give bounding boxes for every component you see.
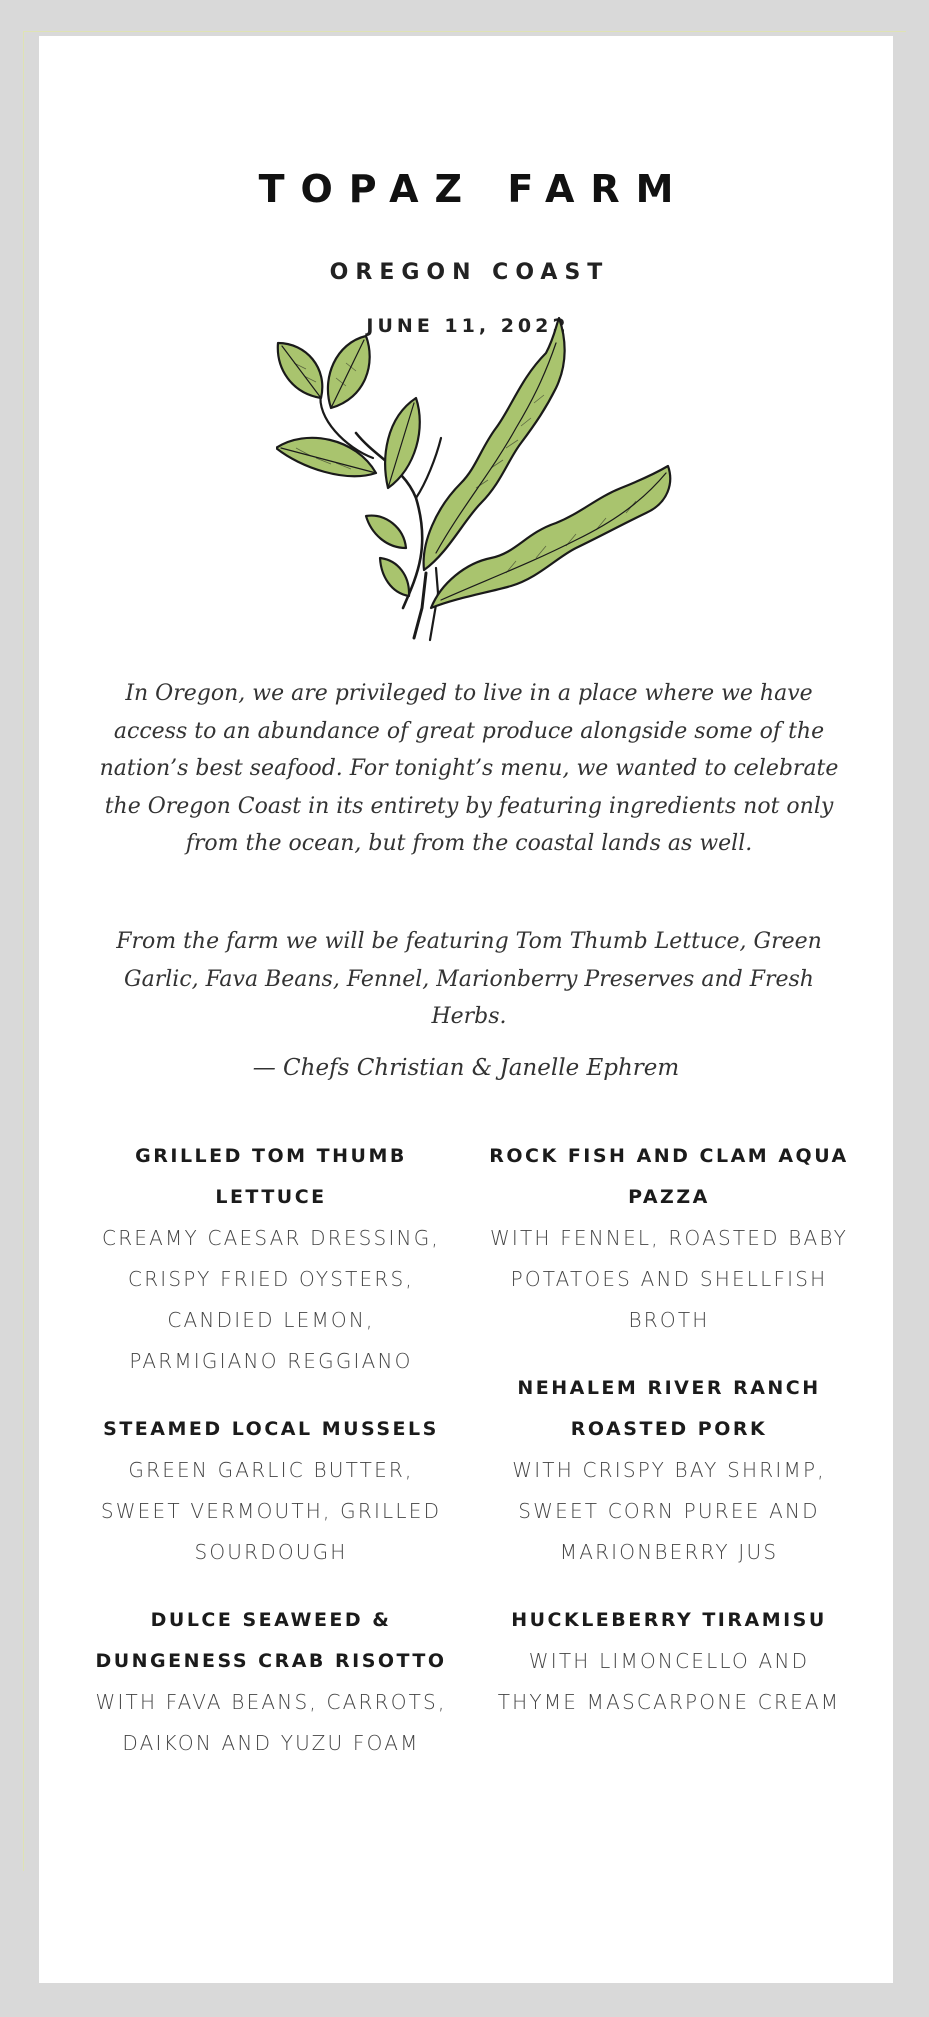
menu-page	[39, 36, 893, 1983]
menu-course	[91, 1600, 451, 1764]
event-date: JUNE 11, 2022	[366, 315, 570, 337]
farm-title: TOPAZ FARM	[258, 167, 690, 211]
menu-course	[91, 1409, 451, 1573]
menu-course	[91, 1136, 451, 1382]
course-description: GREEN GARLIC BUTTER, SWEET VERMOUTH, GRILLED SOURDOUGH	[100, 1458, 442, 1564]
intro-paragraph: In Oregon, we are privileged to live in a place where we have access to an abundance of great produce alongside some of the nation’s best seafood. For tonight’s menu, we wanted to celebrate the Oregon Coast in its entirety by featuring ingredients not only from the ocean, but from the coastal lands as well.	[99, 681, 839, 856]
layout-guide-horizontal	[23, 31, 906, 32]
course-description: WITH FENNEL, ROASTED BABY POTATOES AND SHELLFISH BROTH	[489, 1226, 849, 1332]
location-subtitle: OREGON COAST	[329, 260, 610, 285]
course-name: STEAMED LOCAL MUSSELS	[103, 1418, 439, 1440]
course-description: WITH CRISPY BAY SHRIMP, SWEET CORN PUREE AND MARIONBERRY JUS	[512, 1458, 826, 1564]
course-description: CREAMY CAESAR DRESSING, CRISPY FRIED OYSTERS, CANDIED LEMON, PARMIGIANO REGGIANO	[102, 1226, 440, 1373]
menu-column-right	[489, 1136, 849, 1750]
course-name: NEHALEM RIVER RANCH ROASTED PORK	[517, 1377, 821, 1440]
course-name: DULCE SEAWEED & DUNGENESS CRAB RISOTTO	[95, 1609, 447, 1672]
course-name: GRILLED TOM THUMB LETTUCE	[135, 1145, 407, 1208]
menu-column-left	[91, 1136, 451, 1791]
course-description: WITH LIMONCELLO AND THYME MASCARPONE CREAM	[497, 1649, 841, 1714]
fava-bean-sprig-icon	[276, 308, 676, 643]
farm-ingredients-paragraph: From the farm we will be featuring Tom Thumb Lettuce, Green Garlic, Fava Beans, Fennel, Marionberry Preserves and Fresh Herbs.	[116, 929, 822, 1029]
course-description: WITH FAVA BEANS, CARROTS, DAIKON AND YUZU FOAM	[95, 1690, 447, 1755]
menu-course	[489, 1600, 849, 1723]
menu-course	[489, 1136, 849, 1341]
course-name: ROCK FISH AND CLAM AQUA PAZZA	[489, 1145, 849, 1208]
chef-signature: — Chefs Christian & Janelle Ephrem	[252, 1055, 680, 1081]
layout-guide-vertical	[23, 31, 24, 1871]
course-name: HUCKLEBERRY TIRAMISU	[511, 1609, 827, 1631]
menu-course	[489, 1368, 849, 1573]
